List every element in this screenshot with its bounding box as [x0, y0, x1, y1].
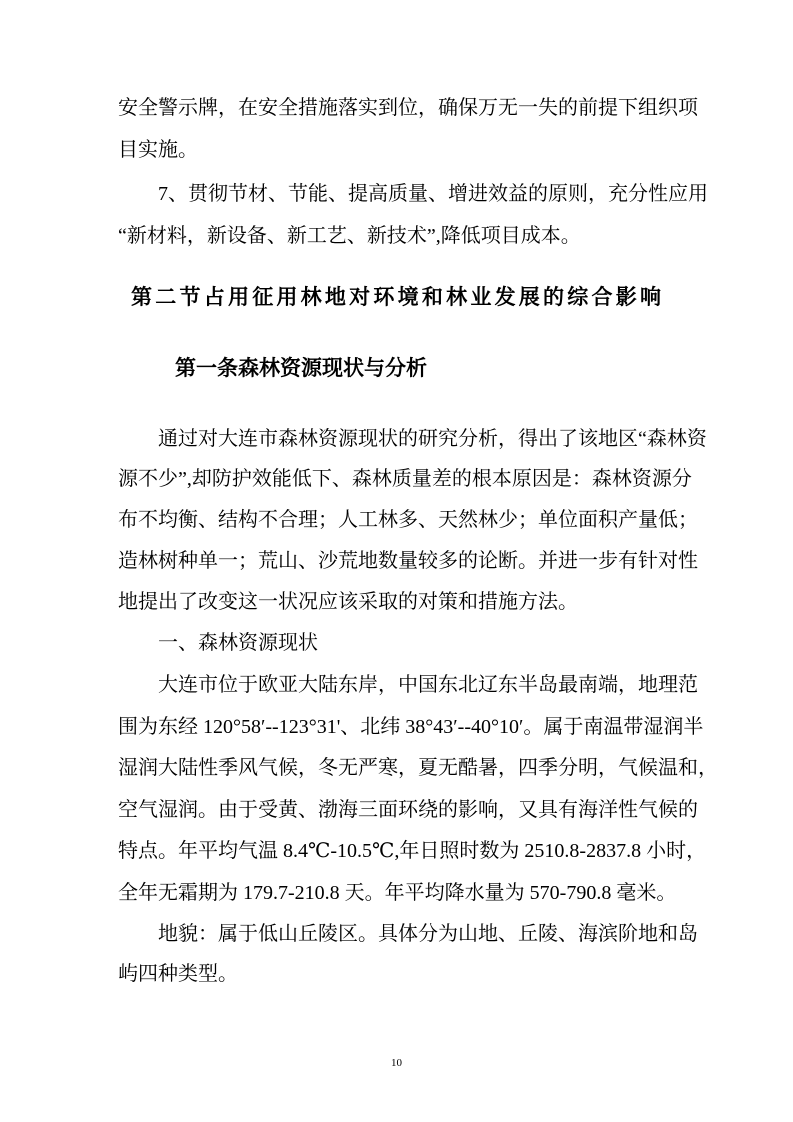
page-number: 10: [391, 1057, 402, 1069]
text-line: 造林树种单一；荒山、沙荒地数量较多的论断。并进一步有针对性: [118, 550, 698, 572]
text-line: 7、贯彻节材、节能、提高质量、增进效益的原则，充分性应用: [158, 183, 708, 205]
text-line: 围为东经 120°58′--123°31'、北纬 38°43′--40°10′。属于南温带湿润半: [118, 716, 704, 738]
text-line: 全年无霜期为 179.7-210.8 天。年平均降水量为 570-790.8 毫米。: [118, 882, 677, 904]
text-line: “新材料，新设备、新工艺、新技术”,降低项目成本。: [118, 225, 581, 247]
text-line: 通过对大连市森林资源现状的研究分析，得出了该地区“森林资: [158, 428, 707, 450]
section-heading: 第二节占用征用林地对环境和林业发展的综合影响: [131, 285, 661, 309]
text-line: 湿润大陆性季风气候，冬无严寒，夏无酷暑，四季分明，气候温和，: [118, 757, 718, 779]
text-line: 安全警示牌，在安全措施落实到位，确保万无一失的前提下组织项: [118, 97, 698, 119]
text-line: 地提出了改变这一状况应该采取的对策和措施方法。: [118, 591, 578, 613]
text-line: 大连市位于欧亚大陆东岸，中国东北辽东半岛最南端，地理范: [158, 674, 698, 696]
text-line: 特点。年平均气温 8.4℃-10.5℃,年日照时数为 2510.8-2837.8 小时，: [118, 840, 707, 862]
subheading: 一、森林资源现状: [158, 632, 318, 654]
text-line: 屿四种类型。: [118, 963, 238, 985]
article-heading: 第一条森林资源现状与分析: [175, 356, 427, 380]
text-line: 源不少”,却防护效能低下、森林质量差的根本原因是：森林资源分: [118, 468, 692, 490]
text-line: 地貌：属于低山丘陵区。具体分为山地、丘陵、海滨阶地和岛: [158, 923, 698, 945]
text-line: 目实施。: [118, 139, 198, 161]
text-line: 空气湿润。由于受黄、渤海三面环绕的影响，又具有海洋性气候的: [118, 799, 698, 821]
text-line: 布不均衡、结构不合理；人工林多、天然林少；单位面积产量低；: [118, 509, 698, 531]
